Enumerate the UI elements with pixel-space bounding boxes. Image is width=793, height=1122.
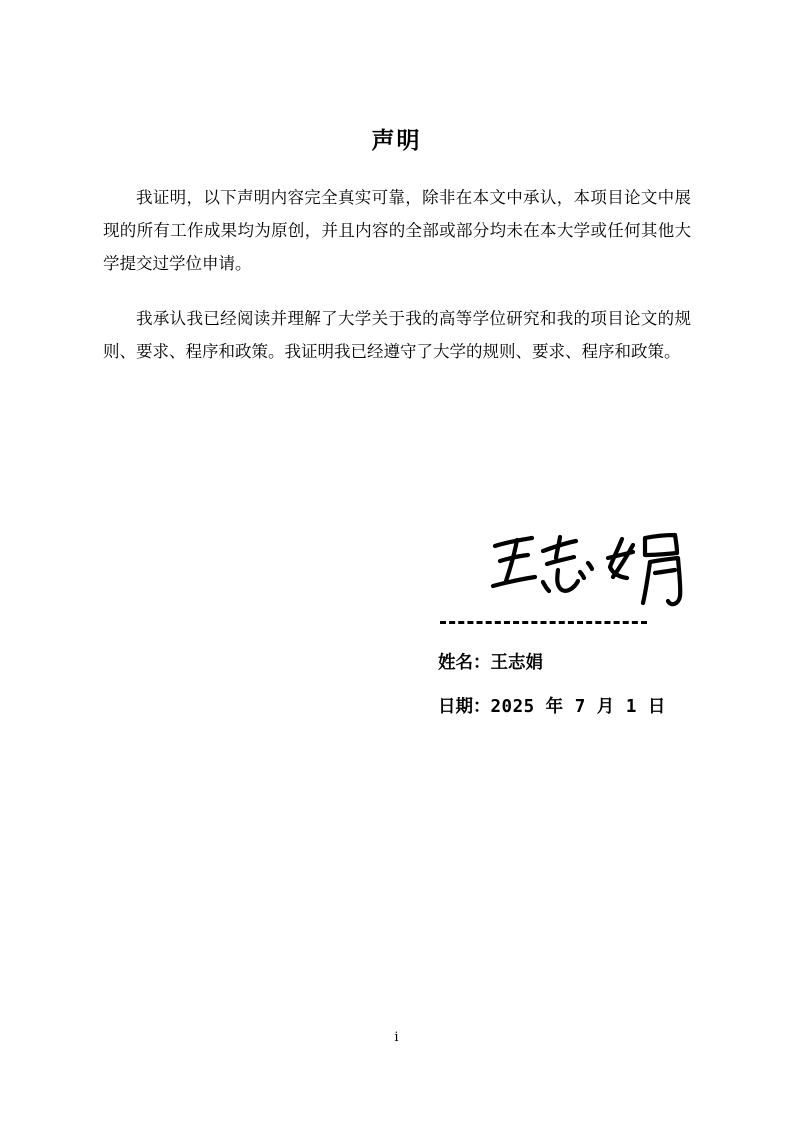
declaration-paragraph-2: 我承认我已经阅读并理解了大学关于我的高等学位研究和我的项目论文的规则、要求、程序和政策。我证明我已经遵守了大学的规则、要求、程序和政策。	[103, 309, 691, 361]
signature-dashed-line	[440, 621, 647, 624]
page-number: i	[394, 1030, 399, 1045]
page-title: 声明	[371, 128, 422, 154]
declaration-paragraph-1: 我证明，以下声明内容完全真实可靠，除非在本文中承认，本项目论文中展现的所有工作成果均为原创，并且内容的全部或部分均未在本大学或任何其他大学提交过学位申请。	[103, 188, 691, 273]
declaration-body	[103, 181, 691, 368]
name-label: 姓名：	[438, 653, 491, 673]
signatory-name-line	[438, 650, 543, 676]
date-label: 日期：	[438, 697, 491, 717]
date-value: 2025 年 7 月 1 日	[490, 697, 666, 717]
name-value: 王志娟	[490, 653, 543, 673]
handwritten-signature-image	[480, 525, 685, 615]
signature-date-line	[438, 694, 666, 720]
